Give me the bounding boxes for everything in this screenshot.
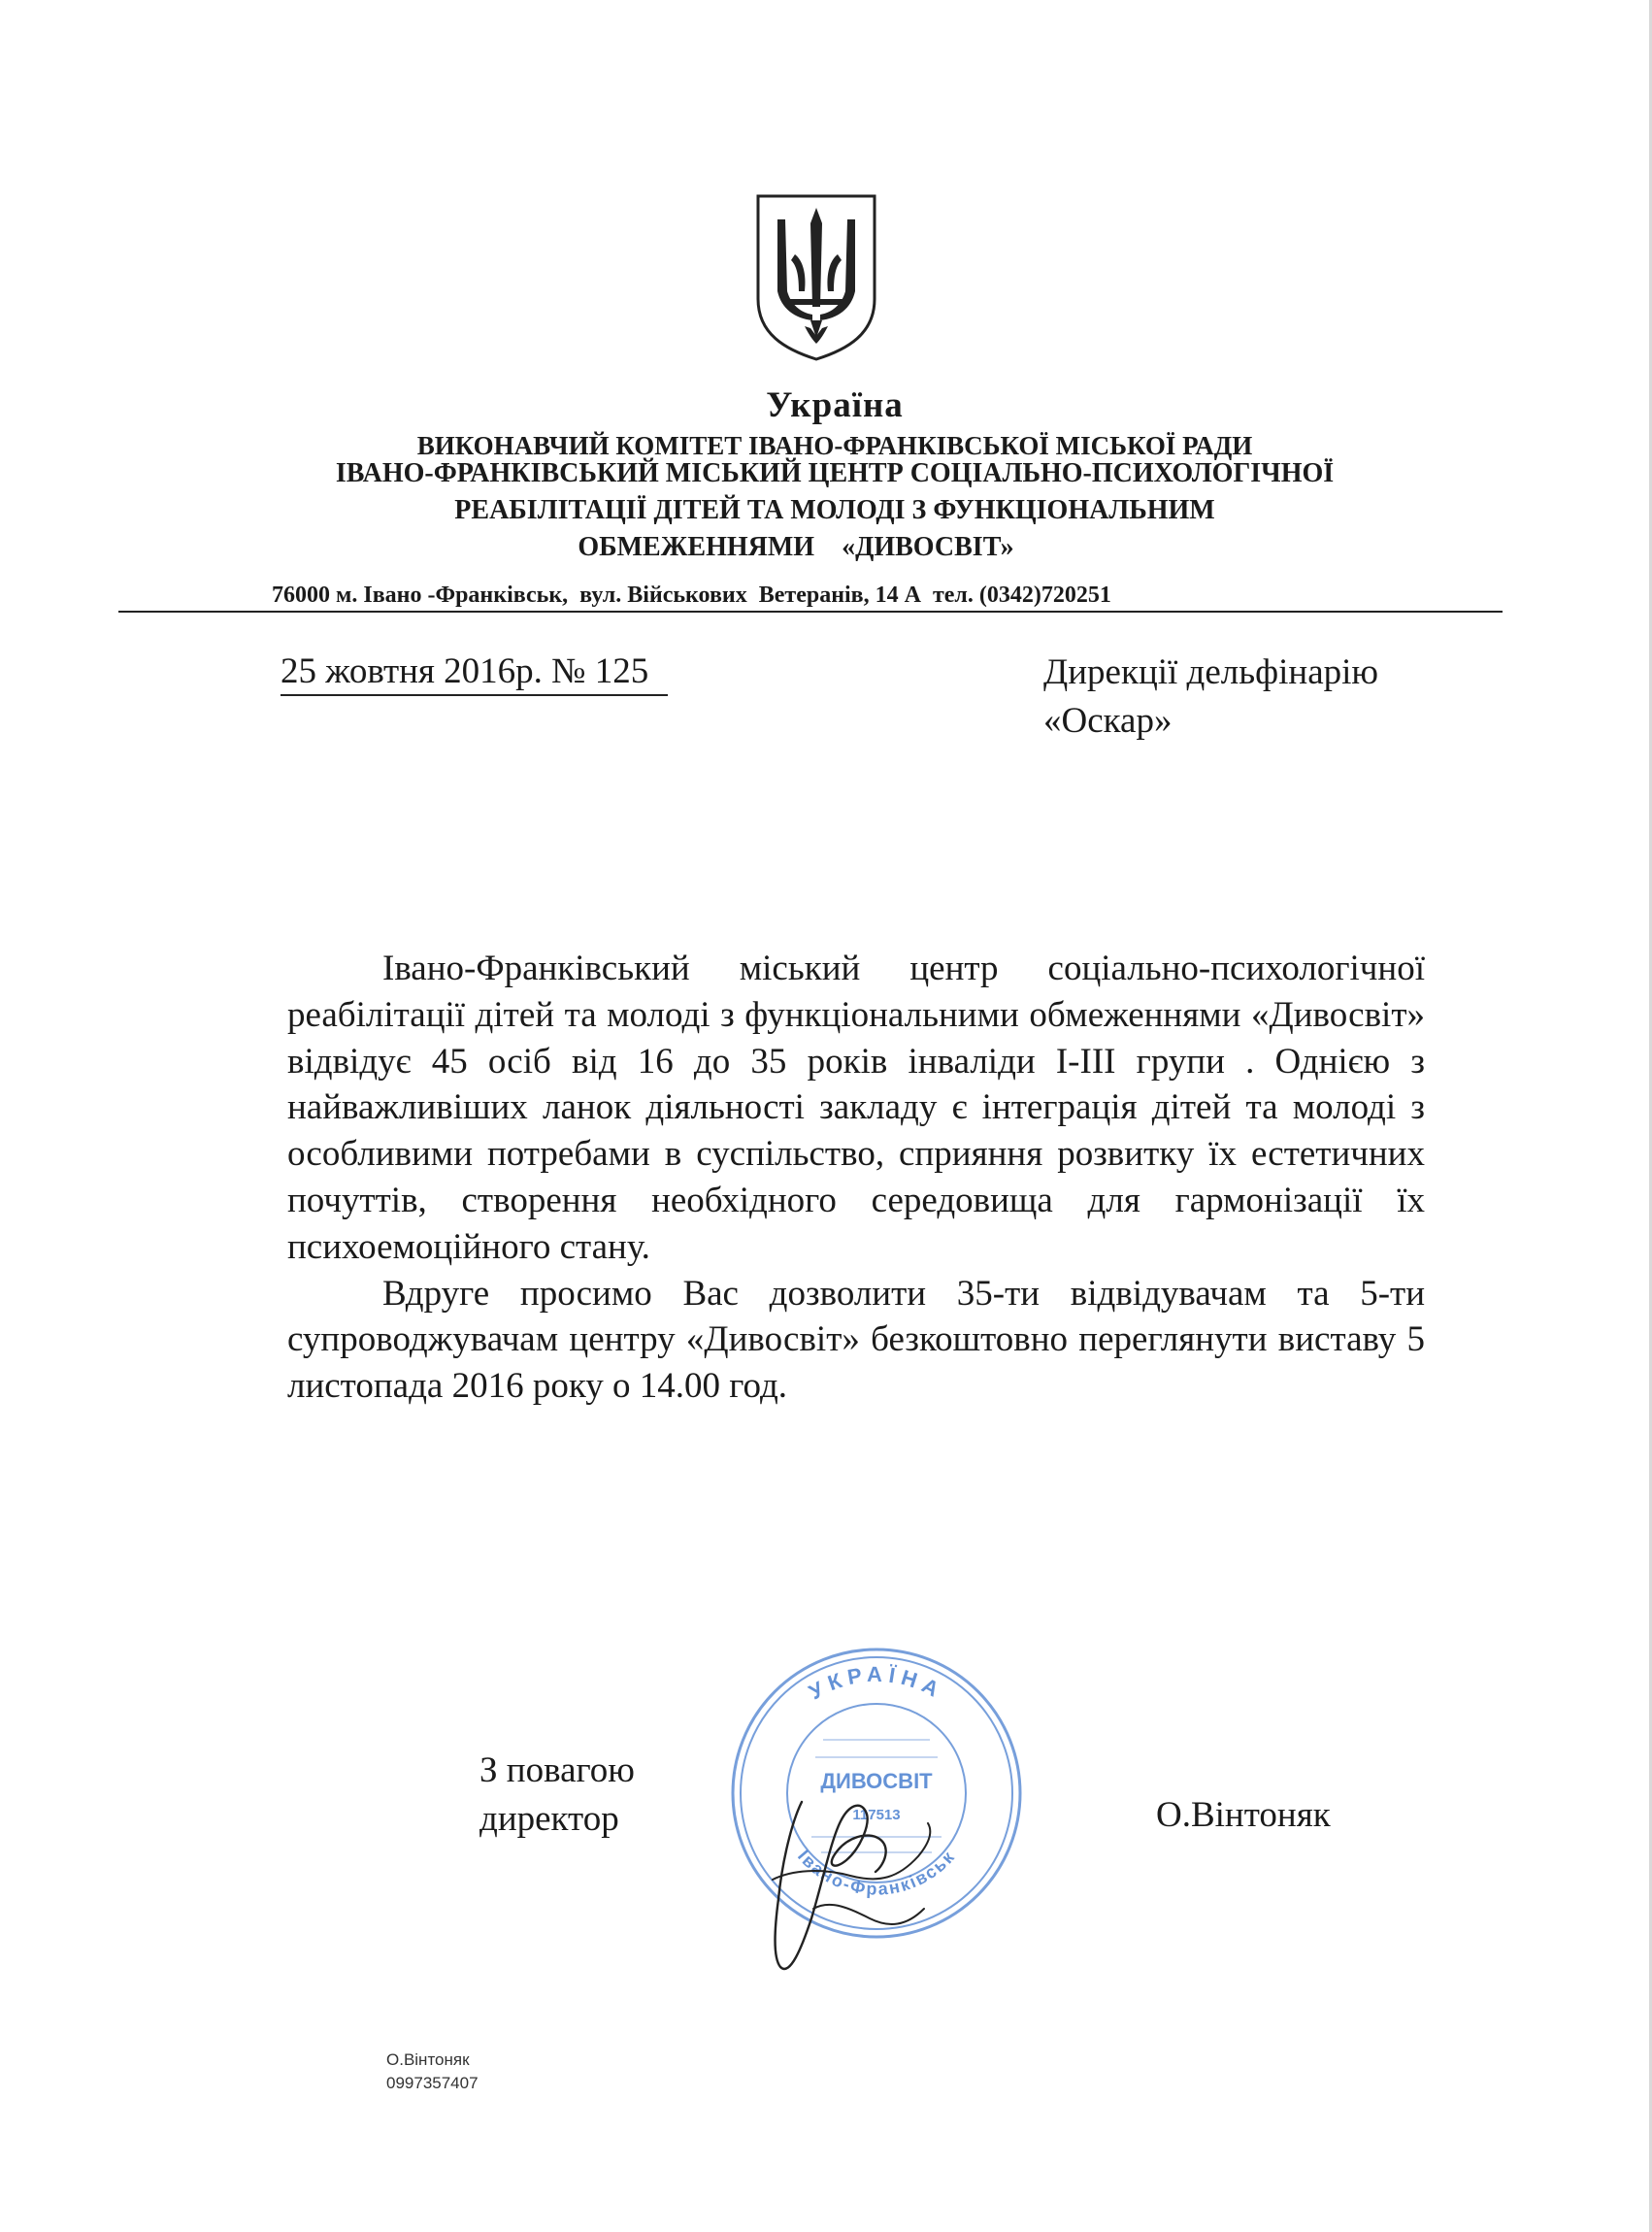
stamp-inner-text: ДИВОСВІТ [820, 1769, 933, 1793]
date-number-text: 25 жовтня 2016р. № 125 [281, 650, 668, 696]
header-committee: ВИКОНАВЧИЙ КОМІТЕТ ІВАНО-ФРАНКІВСЬКОЇ МІСЬКОЇ РАДИ [416, 431, 1253, 460]
header-center-line3: ОБМЕЖЕННЯМИ «ДИВОСВІТ» [578, 532, 1014, 562]
header-country: Україна [766, 385, 904, 425]
stamp-top-text: УКРАЇНА [805, 1661, 948, 1705]
header-address: 76000 м. Івано -Франківськ, вул. Військових Ветеранів, 14 А тел. (0342)720251 [272, 583, 1111, 608]
svg-text:УКРАЇНА [805, 1662, 948, 1705]
closing-line1: З повагою [479, 1750, 635, 1790]
handwritten-signature [734, 1763, 976, 1977]
header-center-line2: РЕАБІЛІТАЦІЇ ДІТЕЙ ТА МОЛОДІ З ФУНКЦІОНАЛЬНИМ [454, 495, 1215, 525]
closing-line2: директор [479, 1799, 619, 1839]
recipient-line1: Дирекції дельфінарію [1043, 652, 1379, 692]
footer-name: О.Вінтоняк [386, 2050, 470, 2069]
recipient-block [1043, 649, 1378, 746]
stamp-code-text: 117513 [852, 1807, 901, 1823]
body-paragraph-2: Вдруге просимо Вас дозволити 35-ти відвідувачам та 5-ти супроводжувачам центру «Дивосвіт» безкоштовно переглянути виставу 5 листопада 2016 року о 14.00 год. [287, 1273, 1425, 1407]
signer-name: О.Вінтоняк [1156, 1795, 1331, 1835]
header-center-line1: ІВАНО-ФРАНКІВСЬКИЙ МІСЬКИЙ ЦЕНТР СОЦІАЛЬНО-ПСИХОЛОГІЧНОЇ [335, 458, 1335, 488]
stamp-bottom-text: Івано-Франківськ [793, 1846, 960, 1899]
footer-phone: 0997357407 [386, 2074, 479, 2092]
header-divider [118, 611, 1503, 613]
trident-coat-of-arms-icon [752, 190, 880, 363]
letter-date-number [281, 650, 668, 696]
recipient-line2: «Оскар» [1043, 701, 1173, 741]
closing-block [479, 1747, 635, 1844]
footer-contact [386, 2049, 479, 2095]
body-paragraph-1: Івано-Франківський міський центр соціально-психологічної реабілітації дітей та молоді з функціональними обмеженнями «Дивосвіт» відвідує 45 осіб від 16 до 35 років інваліди І-ІІІ групи . Однією з найважливіших ланок діяльності закладу є інтеграція дітей та молоді з особливими потребами в суспільство, сприяння розвитку їх естетичних почуттів, створення необхідного середовища для гармонізації їх психоемоційного стану. [287, 949, 1425, 1267]
letter-body [287, 946, 1425, 1410]
